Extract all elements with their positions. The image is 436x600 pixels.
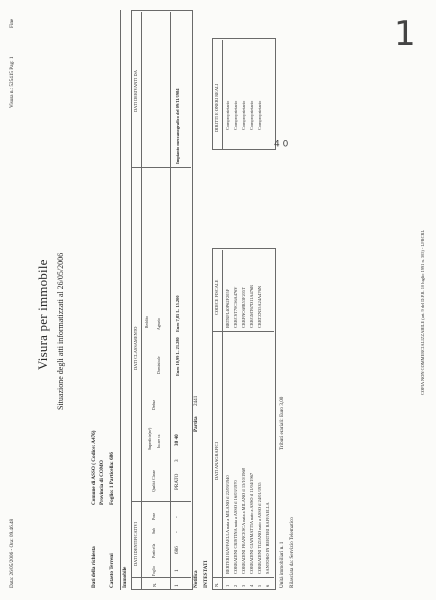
col-reddito: Reddito bbox=[145, 315, 149, 328]
col-agrario: Agrario bbox=[157, 318, 161, 330]
col-divider bbox=[131, 577, 191, 578]
row-divider bbox=[141, 12, 142, 590]
footer-unita: Unità immobiliari n. 1 bbox=[279, 541, 285, 588]
col-deduz: Deduz bbox=[152, 400, 156, 410]
intestato-name: SANTORO IN BERTERI RAFFAELLA bbox=[265, 502, 270, 574]
request-provincia: Provincia di COMO bbox=[99, 460, 105, 505]
page-subtitle: Situazione degli atti informatizzati al 26/05/2006 bbox=[56, 252, 65, 410]
header-date: Data: 26/05/2006 - Ora: 09.46.48 bbox=[9, 518, 15, 588]
intestato-codice-fiscale: CRRFNC68R53F205T bbox=[241, 287, 246, 328]
request-comune: Comune di ASSO ( Codice: A476) bbox=[91, 430, 97, 505]
col-foglio: Foglio bbox=[152, 566, 156, 576]
intestato-name: BERTERI RAFFAELLA nata a MILANO il 22/09/1940 bbox=[225, 475, 230, 574]
intestato-name: CORRADINI FRANCESCA nata a MILANO il 13/10/1968 bbox=[241, 468, 246, 574]
row-divider bbox=[222, 250, 223, 590]
col-divider bbox=[212, 577, 274, 578]
intestato-codice-fiscale: CRRGMT67D11A476R bbox=[249, 284, 254, 328]
row-porz: - bbox=[174, 516, 180, 518]
intestato-codice-fiscale: CRRCST70C56A476V bbox=[233, 286, 238, 328]
col-dominicale: Dominicale bbox=[157, 356, 161, 374]
row-classe: 3 bbox=[174, 459, 180, 462]
col-identificativi: DATI IDENTIFICATIVI bbox=[133, 521, 138, 566]
row-dominicale: Euro 10,99 L. 21.280 bbox=[175, 337, 180, 376]
col-ha-are-ca: ha are ca bbox=[157, 434, 161, 448]
header-visura-number: Visura n.: 525415 Pag: 1 bbox=[9, 56, 15, 108]
intestati-label: INTESTATI bbox=[203, 560, 209, 588]
intestato-codice-fiscale: BRTRFL40P62F205F bbox=[225, 288, 230, 328]
intestato-diritto: Comproprietario bbox=[233, 100, 238, 130]
intestato-diritto: Comproprietario bbox=[257, 100, 262, 130]
intestato-diritto: Comproprietario bbox=[249, 100, 254, 130]
intestato-number: 1 bbox=[225, 584, 230, 587]
intestato-codice-fiscale: CRRTZN35A24A476N bbox=[257, 286, 262, 328]
row-foglio: 1 bbox=[174, 569, 180, 572]
row-derivanti: Impianto meccanografico del 09/11/1984 bbox=[175, 88, 180, 164]
intestato-diritto: Comproprietario bbox=[241, 100, 246, 130]
intestati-col-n: N. bbox=[214, 582, 219, 587]
footer-rilasciata: Rilasciata da: Servizio Telematico bbox=[289, 517, 295, 588]
col-n: N. bbox=[152, 582, 157, 587]
col-derivanti: DATI DERIVANTI DA bbox=[133, 70, 138, 112]
row-particella: 686 bbox=[174, 546, 180, 554]
col-divider bbox=[131, 167, 191, 168]
row-divider bbox=[170, 12, 171, 590]
intestato-number: 3 bbox=[241, 584, 246, 587]
col-classamento: DATI CLASSAMENTO bbox=[133, 326, 138, 370]
intestati-col-diritti: DIRITTI E ONERI REALI bbox=[214, 83, 219, 132]
intestati-col-anagrafici: DATI ANAGRAFICI bbox=[214, 442, 219, 480]
intestato-number: 5 bbox=[257, 584, 262, 587]
handwritten-page-number: 1 bbox=[394, 14, 416, 54]
request-foglio: Foglio: 1 Particella: 686 bbox=[109, 452, 115, 505]
partita-label: Partita bbox=[193, 416, 199, 432]
header-fine: Fine bbox=[9, 18, 15, 28]
intestato-number: 2 bbox=[233, 584, 238, 587]
row-n: 1 bbox=[174, 584, 180, 587]
row-qualita: PRATO bbox=[174, 473, 180, 490]
col-divider bbox=[212, 331, 274, 332]
col-qualita: Qualità Classe bbox=[152, 469, 156, 492]
request-catasto: Catasto Terreni bbox=[109, 553, 115, 588]
handwritten-note: 4 0 bbox=[274, 139, 289, 150]
intestato-number: 4 bbox=[249, 584, 254, 587]
intestato-number: 6 bbox=[265, 584, 270, 587]
notifica-label: Notifica bbox=[193, 570, 199, 588]
col-divider bbox=[131, 501, 191, 502]
intestati-col-fiscale: CODICE FISCALE bbox=[214, 279, 219, 315]
col-porz: Porz bbox=[152, 513, 156, 520]
rule bbox=[120, 10, 121, 590]
row-superficie: 30 40 bbox=[174, 434, 180, 446]
partita-value: 2441 bbox=[193, 395, 199, 406]
footer-tributi: Tributi erariali: Euro 3,00 bbox=[279, 396, 285, 450]
immobile-label: Immobile bbox=[122, 566, 128, 588]
row-sub: - bbox=[174, 531, 180, 533]
intestato-name: CORRADINI GIANMATTIA nato a ASSO il 11/04/1967 bbox=[249, 472, 254, 574]
col-particella: Particella bbox=[152, 543, 156, 558]
intestato-name: CORRADINI TIZIANO nato a ASSO il 24/01/1935 bbox=[257, 482, 262, 574]
row-divider bbox=[222, 40, 223, 150]
request-label: Dati della richiesta bbox=[91, 546, 97, 588]
page-title: Visura per immobile bbox=[35, 259, 50, 370]
col-sub: Sub bbox=[152, 528, 156, 534]
intestato-name: CORRADINI CRISTINA nata a ASSO il 16/03/1970 bbox=[233, 480, 238, 574]
intestato-diritto: Comproprietario bbox=[225, 100, 230, 130]
col-superficie: Superficie(m²) bbox=[148, 427, 152, 450]
footer-legal-notice: COPIA NON COMMERCIALIZZABILE (art. 9 del D.P.R. 10 luglio 1991 n. 305) - LFRCRL bbox=[420, 229, 425, 395]
row-agrario: Euro 7,85 L. 15.200 bbox=[175, 295, 180, 332]
